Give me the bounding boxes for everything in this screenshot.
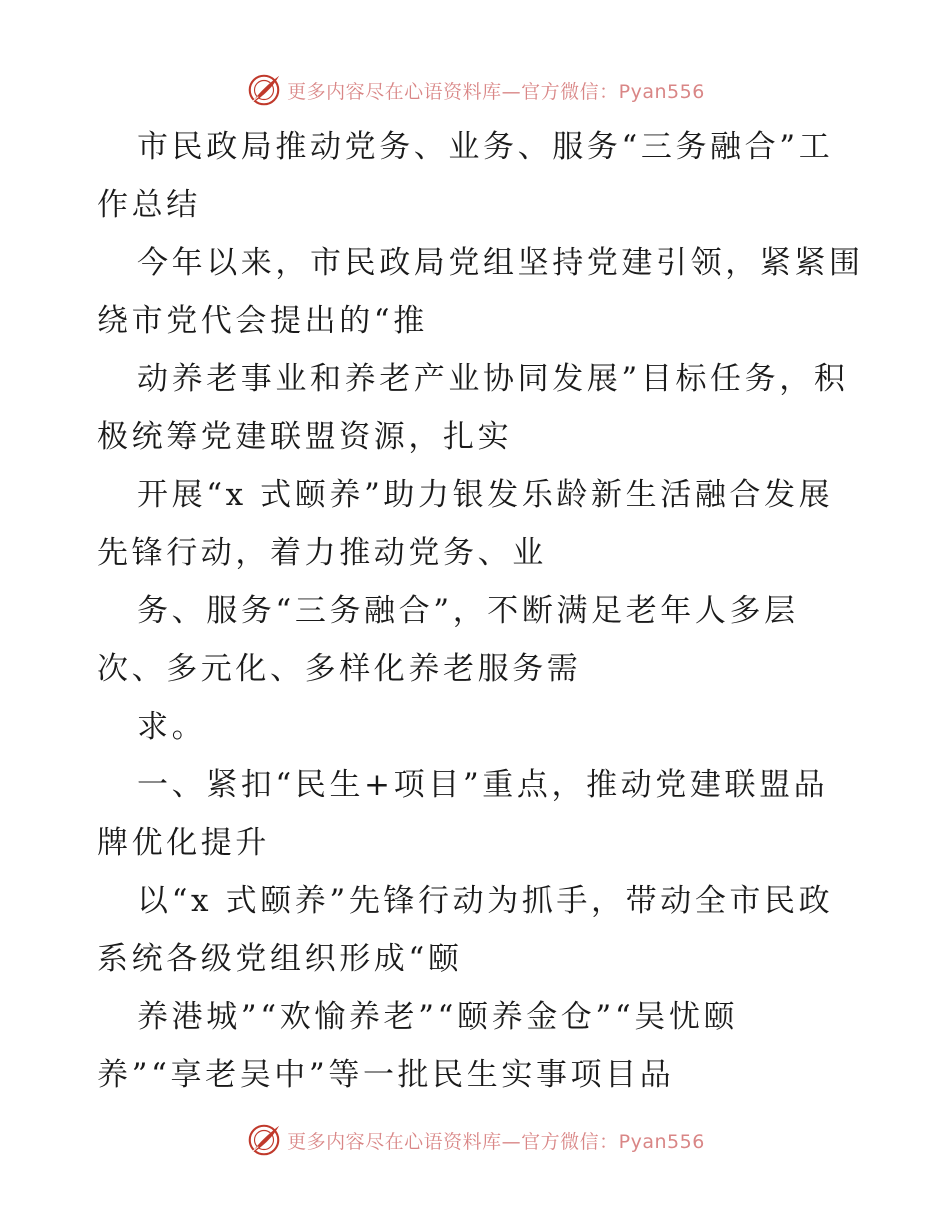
text-line: 以“x 式颐养”先锋行动为抓手，带动全市民政 xyxy=(137,883,834,919)
text-line: 务、服务“三务融合”，不断满足老年人多层 xyxy=(137,593,799,629)
watermark-text: 更多内容尽在心语资料库—官方微信：Pyan556 xyxy=(287,80,705,103)
text-line: 系统各级党组织形成“颐 xyxy=(97,941,463,977)
text-line: 一、紧扣“民生+项目”重点，推动党建联盟品 xyxy=(137,767,829,803)
text-line: 开展“x 式颐养”助力银发乐龄新生活融合发展 xyxy=(137,477,834,513)
feather-pen-seal-icon xyxy=(245,1121,283,1159)
text-line: 今年以来，市民政局党组坚持党建引领，紧紧围 xyxy=(137,245,864,281)
text-line: 养港城”“欢愉养老”“颐养金仓”“吴忧颐 xyxy=(137,999,739,1035)
text-line: 动养老事业和养老产业协同发展”目标任务，积 xyxy=(137,361,849,397)
watermark-text: 更多内容尽在心语资料库—官方微信：Pyan556 xyxy=(287,1130,705,1153)
text-line: 市民政局推动党务、业务、服务“三务融合”工 xyxy=(137,129,834,165)
text-line: 作总结 xyxy=(97,187,201,223)
text-line: 次、多元化、多样化养老服务需 xyxy=(97,651,582,687)
text-line: 养”“享老吴中”等一批民生实事项目品 xyxy=(97,1057,675,1093)
text-line: 先锋行动，着力推动党务、业 xyxy=(97,535,547,571)
feather-pen-seal-icon xyxy=(245,71,283,109)
text-line: 绕市党代会提出的“推 xyxy=(97,303,428,339)
text-line: 求。 xyxy=(137,709,207,745)
footer-watermark xyxy=(0,1120,950,1160)
document-body xyxy=(97,118,864,1104)
header-watermark xyxy=(0,70,950,110)
text-line: 牌优化提升 xyxy=(97,825,270,861)
text-line: 极统筹党建联盟资源，扎实 xyxy=(97,419,513,455)
